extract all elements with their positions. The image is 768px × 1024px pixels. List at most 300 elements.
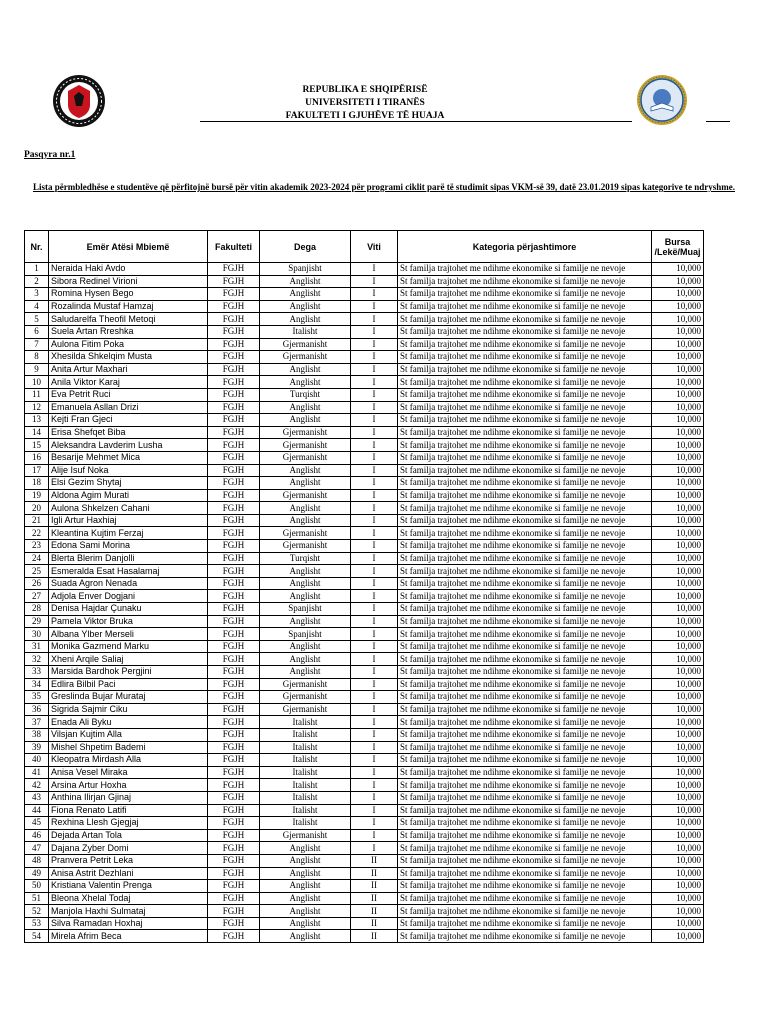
department-cell: Spanjisht [260,628,351,641]
student-name: Bleona Xhelal Todaj [49,892,208,905]
table-row [25,388,704,401]
faculty-cell: FGJH [208,439,260,452]
student-name: Anila Viktor Karaj [49,376,208,389]
amount-cell: 10,000 [652,615,704,628]
student-name: Rozalinda Mustaf Hamzaj [49,300,208,313]
category-cell: St familja trajtohet me ndihme ekonomike si familje ne nevoje [398,716,652,729]
header-faculty: FAKULTETI I GJUHËVE TË HUAJA [285,111,445,121]
table-row [25,817,704,830]
department-cell: Italisht [260,791,351,804]
table-row [25,842,704,855]
table-row [25,666,704,679]
department-cell: Anglisht [260,930,351,943]
amount-cell: 10,000 [652,464,704,477]
table-row [25,464,704,477]
amount-cell: 10,000 [652,388,704,401]
col-header-bursa-line1: Bursa [664,236,691,247]
amount-cell: 10,000 [652,577,704,590]
category-cell: St familja trajtohet me ndihme ekonomike si familje ne nevoje [398,653,652,666]
department-cell: Anglisht [260,653,351,666]
student-name: Eva Petrit Ruci [49,388,208,401]
amount-cell: 10,000 [652,502,704,515]
category-cell: St familja trajtohet me ndihme ekonomike si familje ne nevoje [398,388,652,401]
year-cell: I [351,603,398,616]
category-cell: St familja trajtohet me ndihme ekonomike si familje ne nevoje [398,703,652,716]
faculty-cell: FGJH [208,817,260,830]
student-name: Kristiana Valentin Prenga [49,880,208,893]
student-name: Blerta Blerim Danjolli [49,552,208,565]
table-row [25,678,704,691]
department-cell: Gjermanisht [260,703,351,716]
year-cell: I [351,376,398,389]
row-nr: 47 [25,842,49,855]
faculty-cell: FGJH [208,527,260,540]
category-cell: St familja trajtohet me ndihme ekonomike si familje ne nevoje [398,313,652,326]
table-row [25,854,704,867]
header-university: UNIVERSITETI I TIRANËS [305,98,425,108]
table-header-row [25,231,704,263]
student-name: Kleopatra Mirdash Alla [49,754,208,767]
table-row [25,741,704,754]
year-cell: I [351,514,398,527]
table-row [25,351,704,364]
category-cell: St familja trajtohet me ndihme ekonomike si familje ne nevoje [398,414,652,427]
student-name: Suada Agron Nenada [49,577,208,590]
row-nr: 14 [25,426,49,439]
row-nr: 39 [25,741,49,754]
amount-cell: 10,000 [652,791,704,804]
department-cell: Anglisht [260,640,351,653]
year-cell: I [351,414,398,427]
student-name: Mishel Shpetim Bademi [49,741,208,754]
table-row [25,728,704,741]
faculty-cell: FGJH [208,388,260,401]
year-cell: I [351,489,398,502]
amount-cell: 10,000 [652,414,704,427]
amount-cell: 10,000 [652,754,704,767]
category-cell: St familja trajtohet me ndihme ekonomike si familje ne nevoje [398,817,652,830]
institution-header [200,84,530,123]
student-name: Elsi Gezim Shytaj [49,477,208,490]
student-name: Alije Isuf Noka [49,464,208,477]
year-cell: I [351,791,398,804]
student-name: Erisa Shefqet Biba [49,426,208,439]
year-cell: I [351,703,398,716]
table-row [25,565,704,578]
table-row [25,917,704,930]
amount-cell: 10,000 [652,489,704,502]
department-cell: Anglisht [260,477,351,490]
amount-cell: 10,000 [652,325,704,338]
row-nr: 11 [25,388,49,401]
faculty-cell: FGJH [208,880,260,893]
amount-cell: 10,000 [652,678,704,691]
table-row [25,502,704,515]
year-cell: II [351,854,398,867]
row-nr: 19 [25,489,49,502]
department-cell: Anglisht [260,565,351,578]
amount-cell: 10,000 [652,590,704,603]
faculty-cell: FGJH [208,791,260,804]
row-nr: 50 [25,880,49,893]
category-cell: St familja trajtohet me ndihme ekonomike si familje ne nevoje [398,288,652,301]
department-cell: Anglisht [260,615,351,628]
category-cell: St familja trajtohet me ndihme ekonomike si familje ne nevoje [398,376,652,389]
year-cell: I [351,640,398,653]
col-header-bursa [652,231,704,263]
document-title: Lista përmbledhëse e studentëve që përfitojnë bursë për vitin akademik 2023-2024 për programi ciklit parë të studimit sipas VKM-së 39, datë 23.01.2019 sipas kategorive te ndryshme. [32,182,736,192]
student-name: Enada Ali Byku [49,716,208,729]
faculty-cell: FGJH [208,477,260,490]
department-cell: Anglisht [260,514,351,527]
student-name: Denisa Hajdar Çunaku [49,603,208,616]
year-cell: I [351,363,398,376]
faculty-cell: FGJH [208,703,260,716]
faculty-cell: FGJH [208,779,260,792]
student-name: Neraida Haki Avdo [49,263,208,276]
row-nr: 27 [25,590,49,603]
student-name: Saludarelfa Theofil Metoqi [49,313,208,326]
year-cell: I [351,351,398,364]
student-name: Romina Hysen Bego [49,288,208,301]
year-cell: I [351,464,398,477]
faculty-cell: FGJH [208,842,260,855]
row-nr: 34 [25,678,49,691]
department-cell: Anglisht [260,363,351,376]
table-row [25,691,704,704]
category-cell: St familja trajtohet me ndihme ekonomike si familje ne nevoje [398,263,652,276]
category-cell: St familja trajtohet me ndihme ekonomike si familje ne nevoje [398,842,652,855]
category-cell: St familja trajtohet me ndihme ekonomike si familje ne nevoje [398,363,652,376]
table-row [25,414,704,427]
category-cell: St familja trajtohet me ndihme ekonomike si familje ne nevoje [398,451,652,464]
amount-cell: 10,000 [652,514,704,527]
table-row [25,829,704,842]
row-nr: 17 [25,464,49,477]
department-cell: Anglisht [260,666,351,679]
category-cell: St familja trajtohet me ndihme ekonomike si familje ne nevoje [398,502,652,515]
row-nr: 54 [25,930,49,943]
row-nr: 5 [25,313,49,326]
table-row [25,275,704,288]
faculty-cell: FGJH [208,615,260,628]
col-header-year: Viti [351,231,398,263]
table-row [25,716,704,729]
year-cell: II [351,892,398,905]
department-cell: Italisht [260,741,351,754]
table-row [25,791,704,804]
row-nr: 6 [25,325,49,338]
department-cell: Anglisht [260,577,351,590]
row-nr: 36 [25,703,49,716]
faculty-cell: FGJH [208,590,260,603]
amount-cell: 10,000 [652,829,704,842]
student-name: Emanuela Asllan Drizi [49,401,208,414]
amount-cell: 10,000 [652,288,704,301]
table-row [25,892,704,905]
row-nr: 52 [25,905,49,918]
faculty-cell: FGJH [208,540,260,553]
department-cell: Italisht [260,728,351,741]
department-cell: Italisht [260,779,351,792]
faculty-cell: FGJH [208,666,260,679]
student-name: Manjola Haxhi Sulmataj [49,905,208,918]
faculty-cell: FGJH [208,565,260,578]
student-name: Kejti Fran Gjeci [49,414,208,427]
amount-cell: 10,000 [652,930,704,943]
amount-cell: 10,000 [652,540,704,553]
student-name: Aulona Fitim Poka [49,338,208,351]
category-cell: St familja trajtohet me ndihme ekonomike si familje ne nevoje [398,338,652,351]
category-cell: St familja trajtohet me ndihme ekonomike si familje ne nevoje [398,275,652,288]
category-cell: St familja trajtohet me ndihme ekonomike si familje ne nevoje [398,401,652,414]
row-nr: 29 [25,615,49,628]
department-cell: Anglisht [260,464,351,477]
category-cell: St familja trajtohet me ndihme ekonomike si familje ne nevoje [398,905,652,918]
faculty-cell: FGJH [208,325,260,338]
table-row [25,640,704,653]
row-nr: 30 [25,628,49,641]
year-cell: I [351,691,398,704]
year-cell: I [351,804,398,817]
table-row [25,338,704,351]
student-name: Pamela Viktor Bruka [49,615,208,628]
department-cell: Gjermanisht [260,439,351,452]
amount-cell: 10,000 [652,728,704,741]
faculty-cell: FGJH [208,263,260,276]
category-cell: St familja trajtohet me ndihme ekonomike si familje ne nevoje [398,892,652,905]
faculty-cell: FGJH [208,338,260,351]
category-cell: St familja trajtohet me ndihme ekonomike si familje ne nevoje [398,514,652,527]
year-cell: I [351,653,398,666]
table-row [25,653,704,666]
category-cell: St familja trajtohet me ndihme ekonomike si familje ne nevoje [398,728,652,741]
student-name: Greslinda Bujar Murataj [49,691,208,704]
faculty-cell: FGJH [208,829,260,842]
amount-cell: 10,000 [652,275,704,288]
header-country: REPUBLIKA E SHQIPËRISË [302,85,428,95]
department-cell: Italisht [260,804,351,817]
department-cell: Italisht [260,716,351,729]
scholarship-table [24,230,704,943]
student-name: Dajana Zyber Domi [49,842,208,855]
table-row [25,603,704,616]
amount-cell: 10,000 [652,867,704,880]
row-nr: 24 [25,552,49,565]
table-row [25,766,704,779]
category-cell: St familja trajtohet me ndihme ekonomike si familje ne nevoje [398,439,652,452]
student-name: Suela Artan Rreshka [49,325,208,338]
student-name: Xheni Arqile Saliaj [49,653,208,666]
category-cell: St familja trajtohet me ndihme ekonomike si familje ne nevoje [398,489,652,502]
category-cell: St familja trajtohet me ndihme ekonomike si familje ne nevoje [398,880,652,893]
row-nr: 25 [25,565,49,578]
year-cell: I [351,741,398,754]
row-nr: 28 [25,603,49,616]
faculty-cell: FGJH [208,313,260,326]
row-nr: 21 [25,514,49,527]
table-row [25,804,704,817]
table-row [25,288,704,301]
faculty-cell: FGJH [208,766,260,779]
student-name: Dejada Artan Tola [49,829,208,842]
category-cell: St familja trajtohet me ndihme ekonomike si familje ne nevoje [398,325,652,338]
year-cell: I [351,615,398,628]
category-cell: St familja trajtohet me ndihme ekonomike si familje ne nevoje [398,527,652,540]
table-row [25,754,704,767]
table-row [25,489,704,502]
row-nr: 1 [25,263,49,276]
year-cell: I [351,325,398,338]
year-cell: I [351,263,398,276]
faculty-cell: FGJH [208,414,260,427]
year-cell: I [351,338,398,351]
year-cell: I [351,829,398,842]
year-cell: I [351,552,398,565]
category-cell: St familja trajtohet me ndihme ekonomike si familje ne nevoje [398,552,652,565]
amount-cell: 10,000 [652,741,704,754]
amount-cell: 10,000 [652,766,704,779]
row-nr: 9 [25,363,49,376]
table-row [25,779,704,792]
year-cell: II [351,880,398,893]
year-cell: I [351,565,398,578]
year-cell: I [351,577,398,590]
year-cell: I [351,527,398,540]
department-cell: Anglisht [260,590,351,603]
department-cell: Anglisht [260,300,351,313]
category-cell: St familja trajtohet me ndihme ekonomike si familje ne nevoje [398,678,652,691]
category-cell: St familja trajtohet me ndihme ekonomike si familje ne nevoje [398,917,652,930]
col-header-dept: Dega [260,231,351,263]
category-cell: St familja trajtohet me ndihme ekonomike si familje ne nevoje [398,804,652,817]
table-row [25,439,704,452]
department-cell: Anglisht [260,288,351,301]
table-row [25,905,704,918]
row-nr: 16 [25,451,49,464]
amount-cell: 10,000 [652,451,704,464]
student-name: Pranvera Petrit Leka [49,854,208,867]
category-cell: St familja trajtohet me ndihme ekonomike si familje ne nevoje [398,791,652,804]
department-cell: Anglisht [260,905,351,918]
student-name: Aleksandra Lavderim Lusha [49,439,208,452]
row-nr: 35 [25,691,49,704]
header-rule-right [706,121,730,122]
table-row [25,930,704,943]
amount-cell: 10,000 [652,401,704,414]
student-name: Vilsjan Kujtim Alla [49,728,208,741]
amount-cell: 10,000 [652,905,704,918]
row-nr: 23 [25,540,49,553]
category-cell: St familja trajtohet me ndihme ekonomike si familje ne nevoje [398,867,652,880]
col-header-category: Kategoria përjashtimore [398,231,652,263]
year-cell: I [351,779,398,792]
faculty-cell: FGJH [208,653,260,666]
faculty-cell: FGJH [208,716,260,729]
category-cell: St familja trajtohet me ndihme ekonomike si familje ne nevoje [398,540,652,553]
table-row [25,325,704,338]
department-cell: Gjermanisht [260,678,351,691]
category-cell: St familja trajtohet me ndihme ekonomike si familje ne nevoje [398,640,652,653]
row-nr: 15 [25,439,49,452]
year-cell: I [351,275,398,288]
category-cell: St familja trajtohet me ndihme ekonomike si familje ne nevoje [398,477,652,490]
faculty-cell: FGJH [208,502,260,515]
student-name: Aulona Shkelzen Cahani [49,502,208,515]
amount-cell: 10,000 [652,917,704,930]
faculty-cell: FGJH [208,917,260,930]
year-cell: I [351,628,398,641]
category-cell: St familja trajtohet me ndihme ekonomike si familje ne nevoje [398,766,652,779]
year-cell: II [351,867,398,880]
category-cell: St familja trajtohet me ndihme ekonomike si familje ne nevoje [398,464,652,477]
table-row [25,527,704,540]
table-row [25,451,704,464]
amount-cell: 10,000 [652,703,704,716]
department-cell: Gjermanisht [260,691,351,704]
row-nr: 41 [25,766,49,779]
faculty-cell: FGJH [208,603,260,616]
department-cell: Gjermanisht [260,351,351,364]
amount-cell: 10,000 [652,640,704,653]
faculty-cell: FGJH [208,552,260,565]
category-cell: St familja trajtohet me ndihme ekonomike si familje ne nevoje [398,628,652,641]
table-row [25,552,704,565]
faculty-cell: FGJH [208,376,260,389]
year-cell: I [351,842,398,855]
category-cell: St familja trajtohet me ndihme ekonomike si familje ne nevoje [398,779,652,792]
amount-cell: 10,000 [652,854,704,867]
amount-cell: 10,000 [652,527,704,540]
student-name: Anthina Ilirjan Gjinaj [49,791,208,804]
col-header-nr: Nr. [25,231,49,263]
amount-cell: 10,000 [652,338,704,351]
table-row [25,313,704,326]
faculty-cell: FGJH [208,363,260,376]
department-cell: Italisht [260,817,351,830]
amount-cell: 10,000 [652,351,704,364]
row-nr: 33 [25,666,49,679]
student-name: Besarije Mehmet Mica [49,451,208,464]
faculty-cell: FGJH [208,754,260,767]
student-name: Aldona Agim Murati [49,489,208,502]
student-name: Sigrida Sajmir Ciku [49,703,208,716]
year-cell: II [351,917,398,930]
faculty-cell: FGJH [208,514,260,527]
row-nr: 22 [25,527,49,540]
department-cell: Anglisht [260,401,351,414]
department-cell: Anglisht [260,867,351,880]
row-nr: 4 [25,300,49,313]
amount-cell: 10,000 [652,892,704,905]
department-cell: Anglisht [260,917,351,930]
department-cell: Turqisht [260,388,351,401]
department-cell: Anglisht [260,892,351,905]
student-name: Arsina Artur Hoxha [49,779,208,792]
department-cell: Anglisht [260,880,351,893]
year-cell: I [351,678,398,691]
table-row [25,867,704,880]
category-cell: St familja trajtohet me ndihme ekonomike si familje ne nevoje [398,930,652,943]
faculty-logo [636,74,688,126]
table-row [25,363,704,376]
table-row [25,514,704,527]
faculty-cell: FGJH [208,464,260,477]
amount-cell: 10,000 [652,716,704,729]
faculty-cell: FGJH [208,489,260,502]
category-cell: St familja trajtohet me ndihme ekonomike si familje ne nevoje [398,854,652,867]
year-cell: I [351,439,398,452]
